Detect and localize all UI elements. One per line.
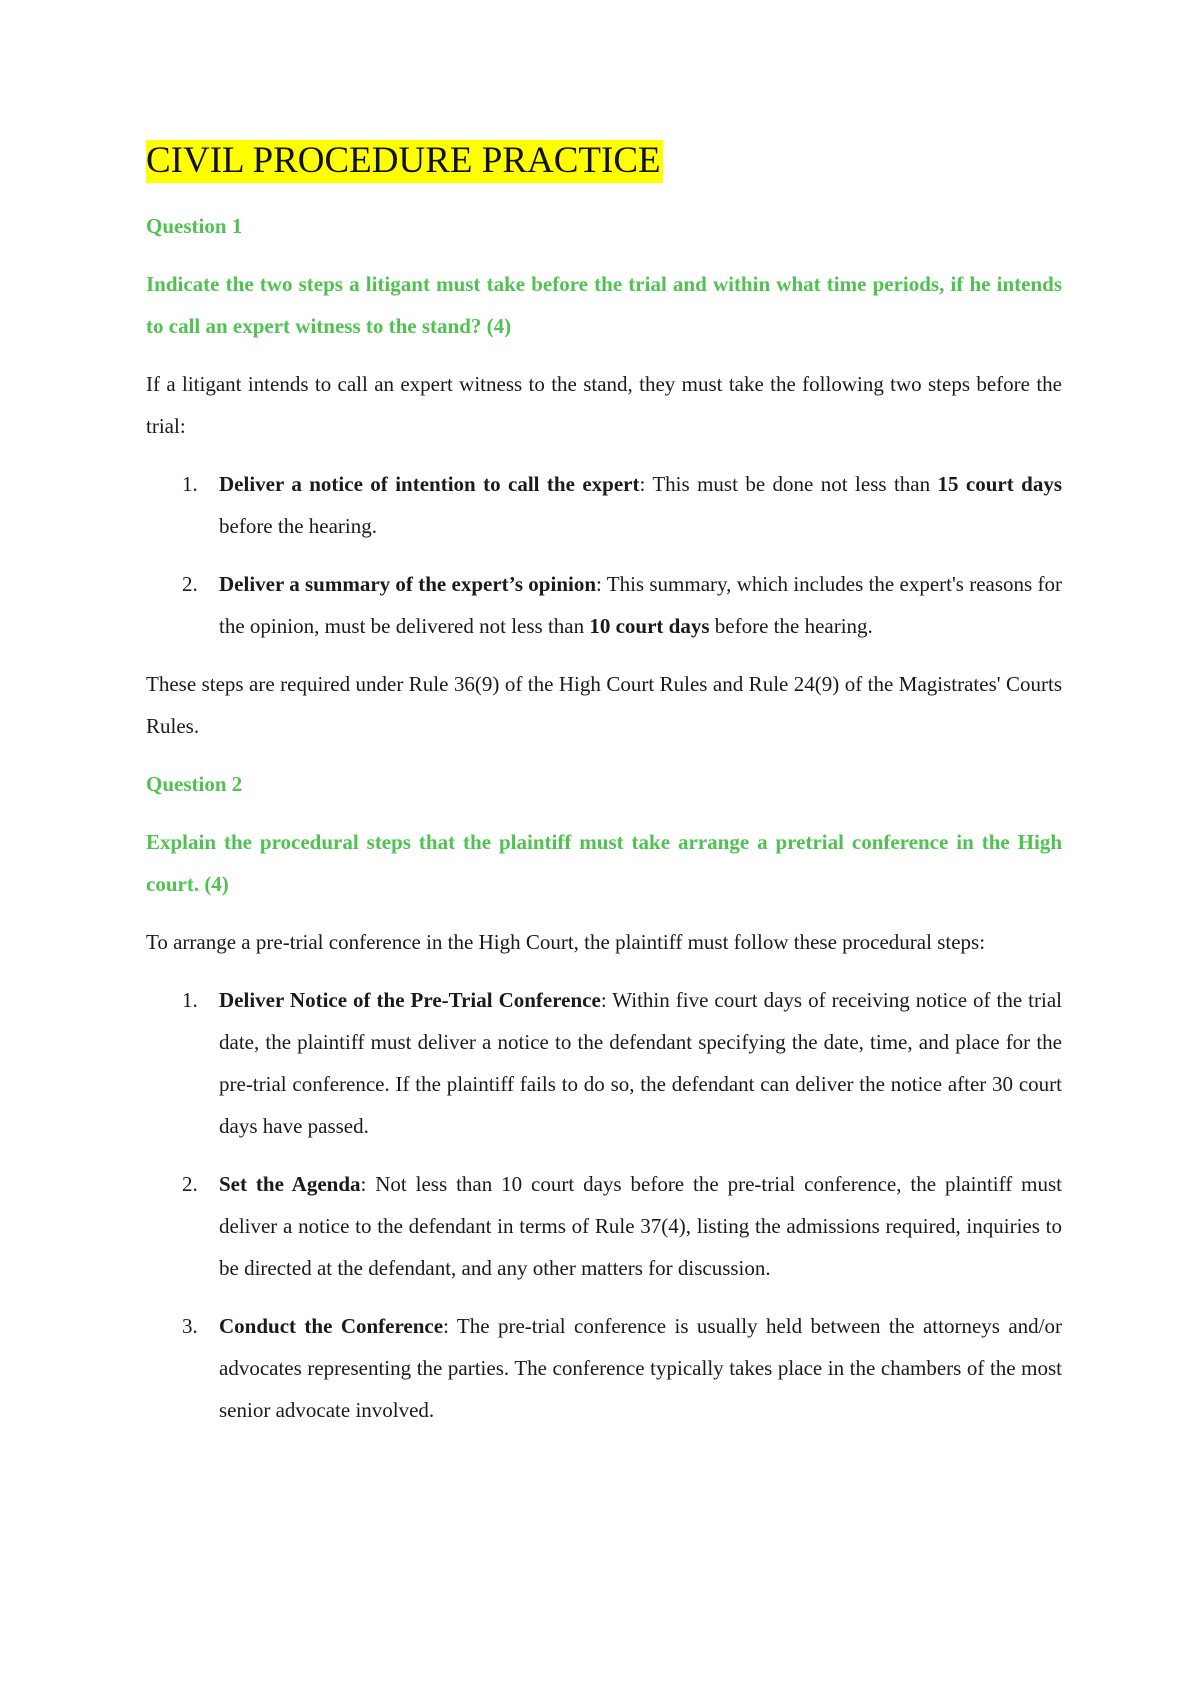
question-2-steps	[146, 979, 1062, 1431]
step-heading: Set the Agenda	[219, 1171, 361, 1196]
question-2-step-2	[146, 1163, 1062, 1289]
step-heading: Deliver Notice of the Pre-Trial Conference	[219, 987, 601, 1012]
document-title: CIVIL PROCEDURE PRACTICE	[146, 140, 661, 181]
step-number: 2.	[182, 571, 198, 596]
step-text: : The pre-trial conference is usually held between the attorneys and/or advocates representing the parties. The conference typically takes place in the chambers of the most senior advocate involved.	[219, 1313, 1062, 1422]
step-heading: Conduct the Conference	[219, 1313, 444, 1338]
question-1-intro: If a litigant intends to call an expert witness to the stand, they must take the following two steps before the trial:	[146, 371, 1062, 438]
step-number: 1.	[182, 987, 198, 1012]
question-2-intro: To arrange a pre-trial conference in the High Court, the plaintiff must follow these procedural steps:	[146, 929, 986, 954]
step-text: : This summary, which includes the expert's reasons for the opinion, must be delivered not less than	[219, 571, 1062, 638]
step-text: : Not less than 10 court days before the pre-trial conference, the plaintiff must deliver a notice to the defendant in terms of Rule 37(4), listing the admissions required, inquiries to be directed at the defendant, and any other matters for discussion.	[219, 1171, 1062, 1280]
step-heading: Deliver a notice of intention to call the expert	[219, 471, 640, 496]
question-1-steps	[146, 463, 1062, 647]
step-deadline: 10 court days	[589, 613, 710, 638]
step-number: 2.	[182, 1171, 198, 1196]
step-text: before the hearing.	[219, 513, 378, 538]
step-text: before the hearing.	[709, 613, 873, 638]
step-heading: Deliver a summary of the expert’s opinion	[219, 571, 597, 596]
question-2-prompt: Explain the procedural steps that the plaintiff must take arrange a pretrial conference in the High court. (4)	[146, 829, 1062, 896]
step-deadline: 15 court days	[937, 471, 1063, 496]
step-number: 3.	[182, 1313, 198, 1338]
document-page	[146, 140, 1062, 1447]
step-text: : This must be done not less than	[639, 471, 938, 496]
question-1-step-2	[146, 563, 1062, 647]
step-text: : Within five court days of receiving notice of the trial date, the plaintiff must deliver a notice to the defendant specifying the date, time, and place for the pre-trial conference. If the plaintiff fails to do so, the defendant can deliver the notice after 30 court days have passed.	[219, 987, 1062, 1138]
step-number: 1.	[182, 471, 198, 496]
question-1-prompt: Indicate the two steps a litigant must take before the trial and within what time periods, if he intends to call an expert witness to the stand? (4)	[146, 271, 1062, 338]
question-2-label: Question 2	[146, 771, 243, 796]
question-1-closing: These steps are required under Rule 36(9) of the High Court Rules and Rule 24(9) of the Magistrates' Courts Rules.	[146, 671, 1062, 738]
question-2-step-3	[146, 1305, 1062, 1431]
question-2-step-1	[146, 979, 1062, 1147]
question-1-label: Question 1	[146, 213, 243, 238]
question-1-step-1	[146, 463, 1062, 547]
